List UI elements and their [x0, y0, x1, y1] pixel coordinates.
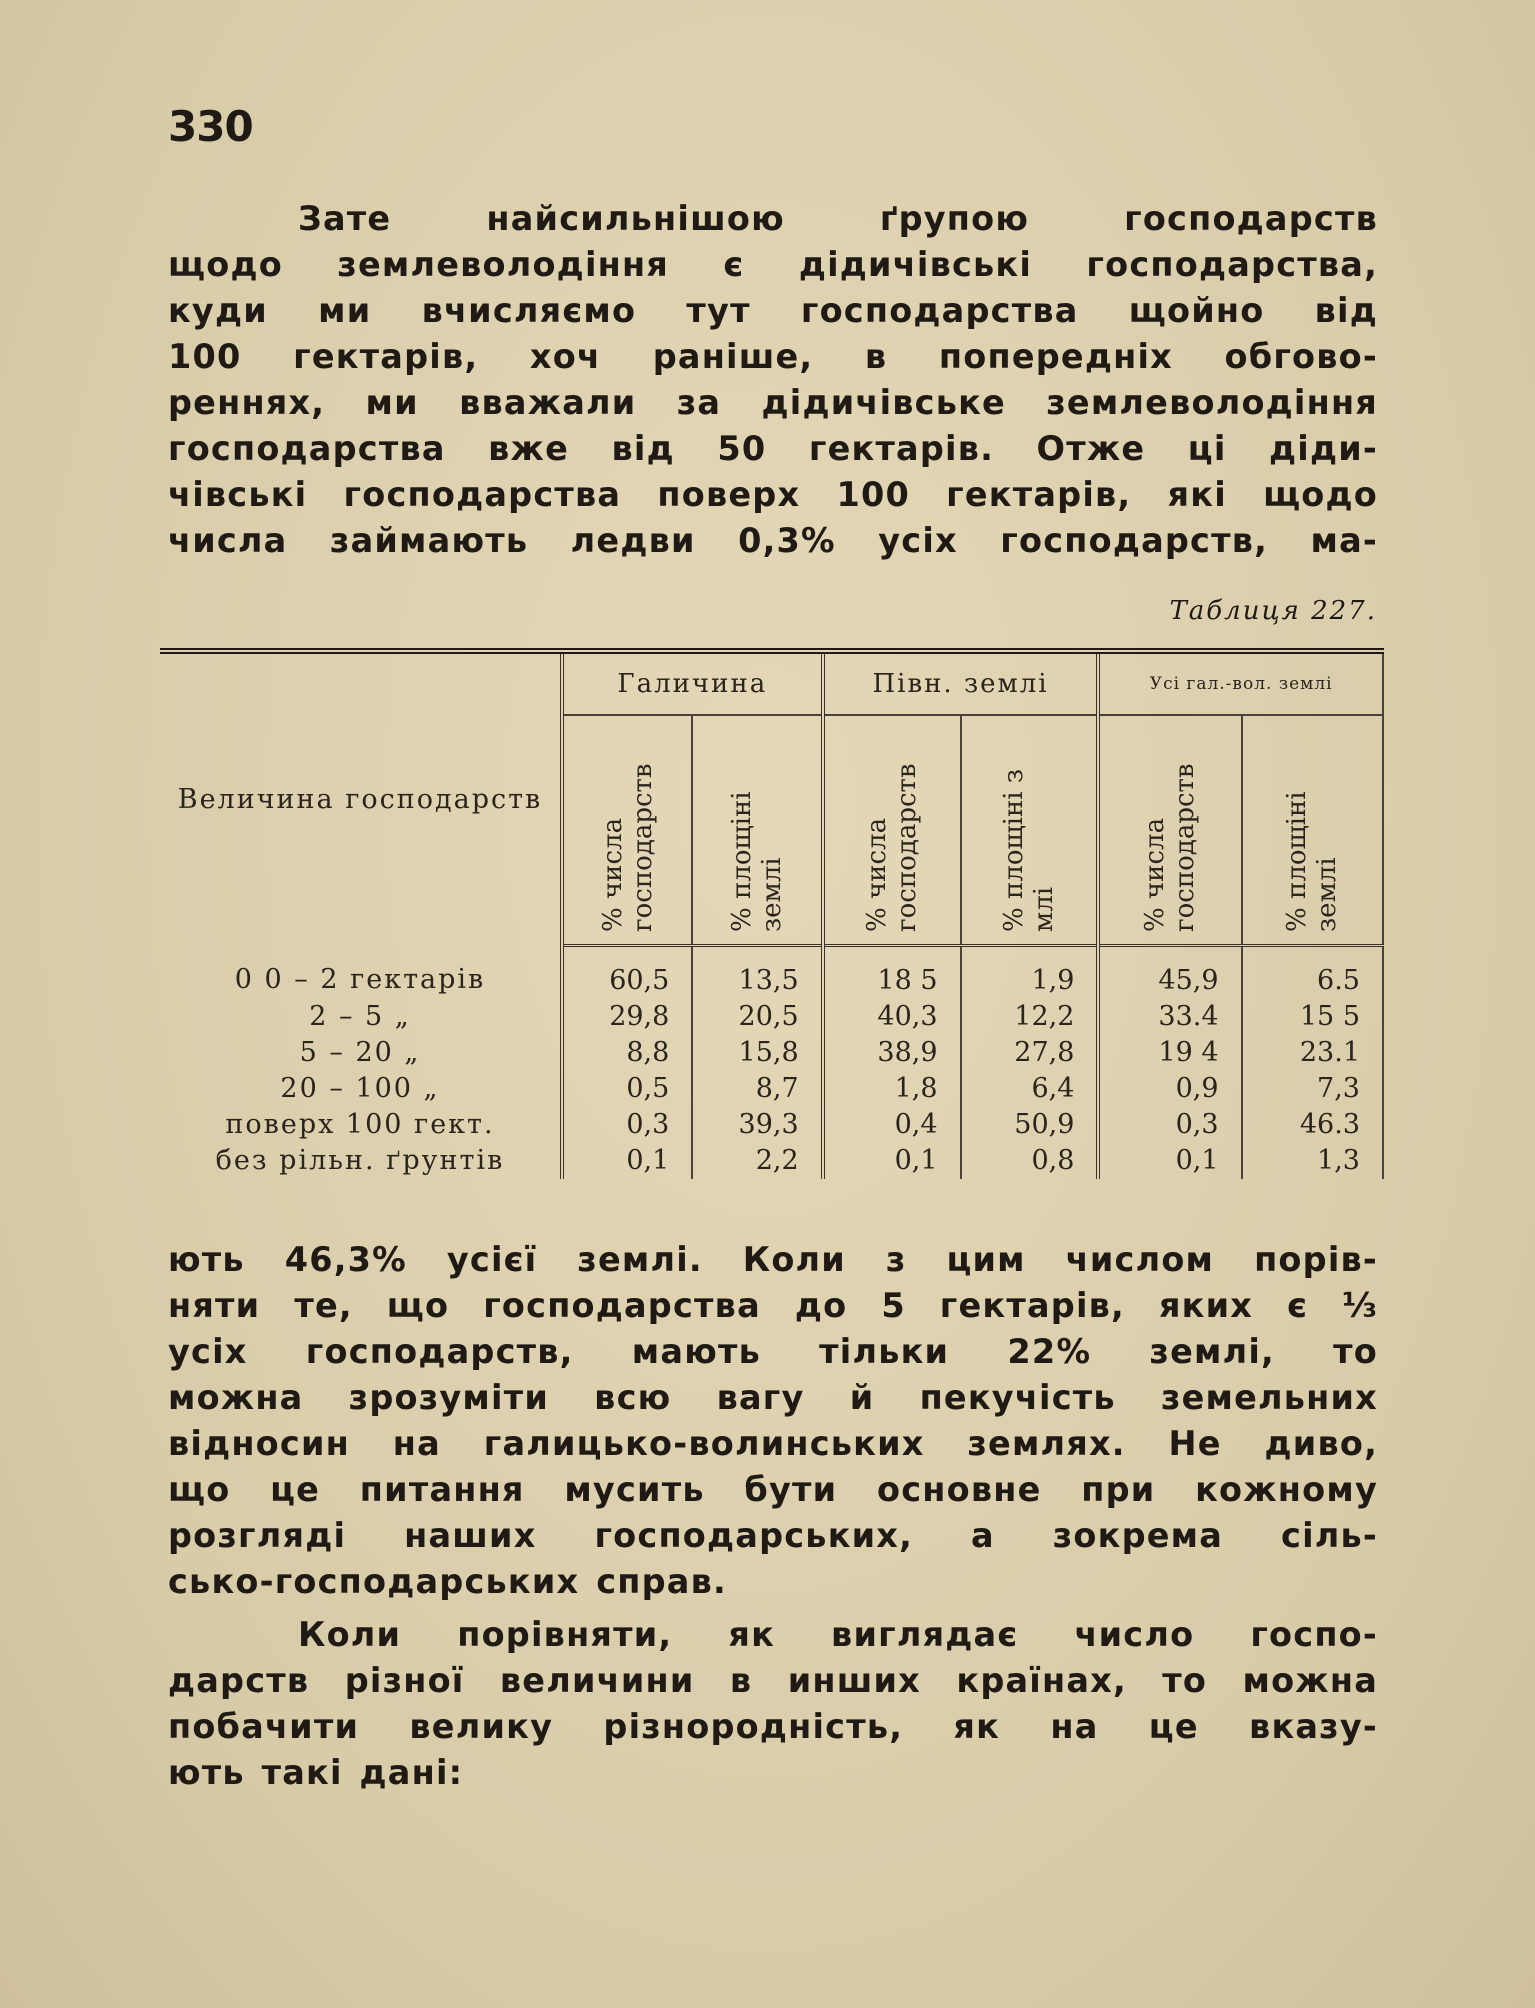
paragraph-2	[168, 1237, 1378, 1605]
subheader: % площіні з млі	[961, 715, 1099, 946]
text-line: куди ми вчисляємо тут господарства щойно від	[168, 291, 1378, 330]
table-row: поверх 100 гект. 0,3 39,3 0,4 50,9 0,3 46.3	[160, 1107, 1383, 1143]
text-line: щодо землеволодіння є дідичівські господарства,	[168, 245, 1378, 284]
text-line: що це питання мусить бути основне при кожному	[168, 1470, 1378, 1509]
table-row: 0 0 – 2 гектарів 60,5 13,5 18 5 1,9 45,9 6.5	[160, 946, 1383, 1000]
data-table	[160, 648, 1384, 1179]
data-table-container	[160, 648, 1384, 1178]
text-line: дарств різної величини в инших країнах, то можна	[168, 1661, 1378, 1700]
size-header: Величина господарств	[177, 783, 543, 815]
text-line: розгляді наших господарських, а зокрема сіль-	[168, 1516, 1378, 1555]
paragraph-1	[168, 196, 1378, 564]
text-line: Коли порівняти, як виглядає число госпо-	[298, 1615, 1378, 1654]
text-line: побачити велику різнородність, як на це вказу-	[168, 1707, 1378, 1746]
page-number: 330	[168, 102, 253, 151]
subheader: % числа господарств	[1098, 715, 1241, 946]
table-row: 20 – 100 „ 0,5 8,7 1,8 6,4 0,9 7,3	[160, 1071, 1383, 1107]
text-line: сько-господарських справ.	[168, 1562, 727, 1601]
group-header-all: Усі гал.-вол. землі	[1098, 651, 1383, 715]
text-line: господарства вже від 50 гектарів. Отже ці діди-	[168, 429, 1378, 468]
text-line: Зате найсильнішою ґрупою господарств	[298, 199, 1378, 238]
text-line: числа займають ледви 0,3% усіх господарств, ма-	[168, 521, 1378, 560]
subheader: % числа господарств	[823, 715, 961, 946]
text-line: ють такі дані:	[168, 1753, 464, 1792]
group-header-north: Півн. землі	[823, 651, 1099, 715]
text-line: усіх господарств, мають тільки 22% землі, то	[168, 1332, 1378, 1371]
text-line: ють 46,3% усієї землі. Коли з цим числом порів-	[168, 1240, 1378, 1279]
text-line: можна зрозуміти всю вагу й пекучість земельних	[168, 1378, 1378, 1417]
text-line: реннях, ми вважали за дідичівське землеволодіння	[168, 383, 1378, 422]
table-row: 5 – 20 „ 8,8 15,8 38,9 27,8 19 4 23.1	[160, 1035, 1383, 1071]
subheader: % площіні землі	[1242, 715, 1383, 946]
text-line: чівські господарства поверх 100 гектарів, які щодо	[168, 475, 1378, 514]
table-row: 2 – 5 „ 29,8 20,5 40,3 12,2 33.4 15 5	[160, 999, 1383, 1035]
table-caption: Таблиця 227.	[1169, 596, 1377, 626]
subheader: % числа господарств	[562, 715, 692, 946]
text-line: відносин на галицько-волинських землях. Не диво,	[168, 1424, 1378, 1463]
table-row: без рільн. ґрунтів 0,1 2,2 0,1 0,8 0,1 1,3	[160, 1143, 1383, 1179]
text-line: няти те, що господарства до 5 гектарів, яких є ⅓	[168, 1286, 1378, 1325]
text-line: 100 гектарів, хоч раніше, в попередніх обгово-	[168, 337, 1378, 376]
paragraph-3	[168, 1612, 1378, 1796]
group-header-galicia: Галичина	[562, 651, 823, 715]
subheader: % площіні землі	[692, 715, 822, 946]
